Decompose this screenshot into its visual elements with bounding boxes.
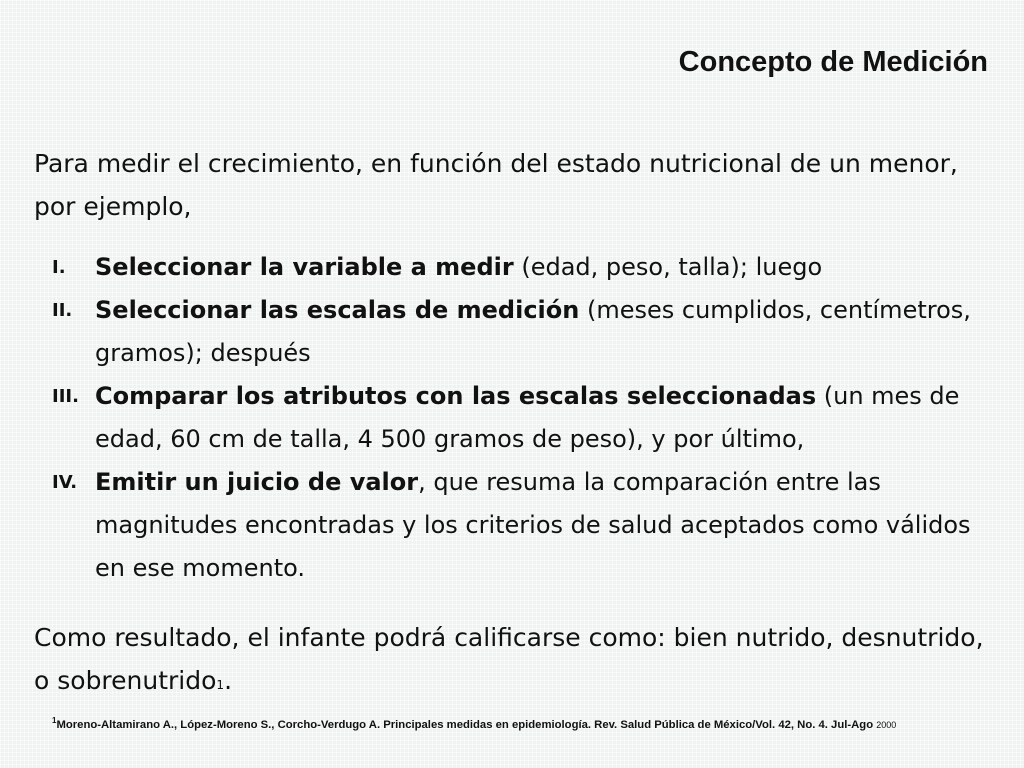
step-item-1 xyxy=(0,246,1024,289)
slide-title: Concepto de Medición xyxy=(678,46,988,78)
footnote xyxy=(52,716,896,731)
step-number: IV. xyxy=(52,472,78,493)
step-heading: Seleccionar la variable a medir xyxy=(95,253,514,281)
footnote-year: 2000 xyxy=(876,719,897,730)
measurement-steps-list xyxy=(0,246,1024,590)
step-detail: (edad, peso, talla); luego xyxy=(513,253,823,281)
step-detail: (meses cumplidos, centímetros, gramos); después xyxy=(95,296,971,367)
step-detail: , que resuma la comparación entre las magnitudes encontradas y los criterios de salud aceptados como válidos en ese momento. xyxy=(95,468,971,582)
step-heading: Comparar los atributos con las escalas seleccionadas xyxy=(95,382,817,410)
conclusion-text: Como resultado, el infante podrá calificarse como: bien nutrido, desnutrido, o sobrenutrido xyxy=(34,623,984,695)
step-number: I. xyxy=(52,257,66,278)
step-item-3 xyxy=(0,375,1024,461)
step-heading: Emitir un juicio de valor xyxy=(95,468,419,496)
footnote-citation: Moreno-Altamirano A., López-Moreno S., Corcho-Verdugo A. Principales medidas en epidemiología. Rev. Salud Pública de México/Vol. 42, No. 4. Jul-Ago xyxy=(56,718,877,731)
step-item-4 xyxy=(0,461,1024,590)
step-number: II. xyxy=(52,300,73,321)
conclusion-period: . xyxy=(224,666,233,695)
footnote-mark: 1 xyxy=(52,716,57,725)
step-detail: (un mes de edad, 60 cm de talla, 4 500 gramos de peso), y por último, xyxy=(95,382,960,453)
step-heading: Seleccionar las escalas de medición xyxy=(95,296,580,324)
footnote-reference: 1 xyxy=(216,678,225,692)
step-item-2 xyxy=(0,289,1024,375)
step-number: III. xyxy=(52,386,79,407)
conclusion-paragraph xyxy=(34,616,994,707)
intro-paragraph: Para medir el crecimiento, en función del estado nutricional de un menor, por ejemplo, xyxy=(34,149,958,221)
